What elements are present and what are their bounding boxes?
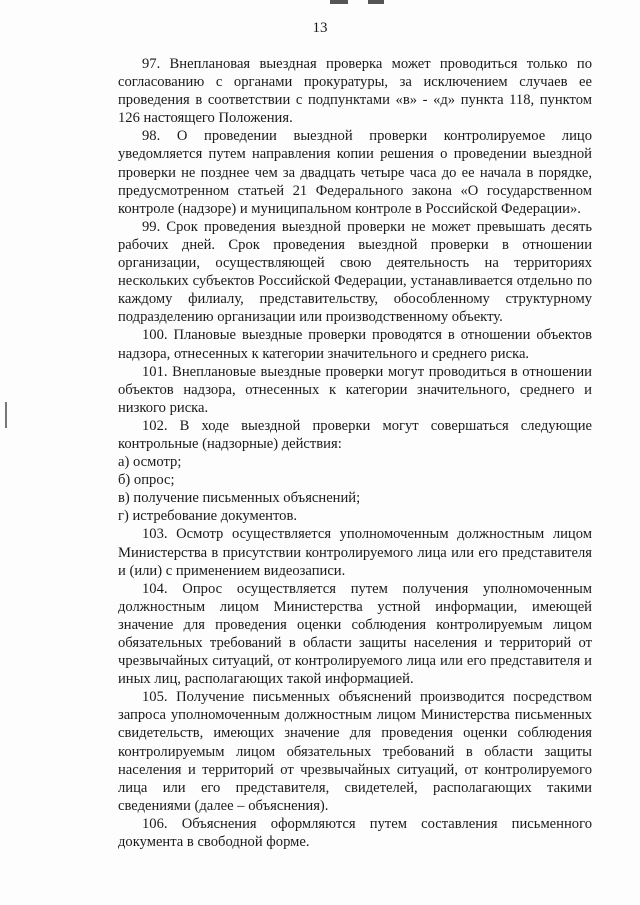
- page-number: 13: [312, 20, 328, 36]
- paragraph-103: 103. Осмотр осуществляется уполномоченным должностным лицом Министерства в присутствии контролируемого лица или его представителя и (или) с применением видеозаписи.: [118, 526, 592, 579]
- paragraph-106: 106. Объяснения оформляются путем составления письменного документа в свободной форме.: [118, 815, 592, 851]
- paragraph-99: 99. Срок проведения выездной проверки не может превышать десять рабочих дней. Срок проведения выездной проверки в отношении организации, осуществляющей свою деятельность на территориях нескольких субъектов Российской Федерации, устанавливается отдельно по каждому филиалу, представительству, обособленному структурному подразделению организации или производственному объекту.: [118, 218, 592, 326]
- list-item-v: в) получение письменных объяснений;: [118, 490, 361, 507]
- paragraph-101: 101. Внеплановые выездные проверки могут проводиться в отношении объектов надзора, отнесенных к категории значительного, среднего и низкого риска.: [118, 363, 592, 416]
- paragraph-105: 105. Получение письменных объяснений производится посредством запроса уполномоченным должностным лицом Министерства письменных свидетельств, имеющих значение для проведения оценки соблюдения контролируемым лицом обязательных требований в области защиты населения и территорий от чрезвычайных ситуаций, от контролируемого лица или его представителя, свидетелей, располагающих такими сведениями (далее – объяснения).: [118, 689, 592, 814]
- scan-artifact-margin: [5, 402, 7, 428]
- list-item-b: б) опрос;: [118, 472, 175, 489]
- paragraph-100: 100. Плановые выездные проверки проводятся в отношении объектов надзора, отнесенных к категории значительного и среднего риска.: [118, 327, 592, 362]
- paragraph-102: 102. В ходе выездной проверки могут совершаться следующие контрольные (надзорные) действия:: [118, 417, 592, 452]
- list-item-a: а) осмотр;: [118, 454, 182, 471]
- paragraph-98: 98. О проведении выездной проверки контролируемое лицо уведомляется путем направления копии решения о проведении выездной проверки не позднее чем за двадцать четыре часа до ее начала в порядке, предусмотренном статьей 21 Федерального закона «О государственном контроле (надзоре) и муниципальном контроле в Российской Федерации».: [118, 128, 592, 217]
- list-item-g: г) истребование документов.: [118, 508, 298, 525]
- document-body: [118, 55, 592, 851]
- paragraph-97: 97. Внеплановая выездная проверка может проводиться только по согласованию с органами прокуратуры, за исключением случаев ее проведения в соответствии с подпунктами «в» - «д» пункта 118, пунктом 126 настоящего Положения.: [118, 56, 592, 127]
- scan-artifact-top: [330, 0, 390, 6]
- paragraph-104: 104. Опрос осуществляется путем получения уполномоченным должностным лицом Министерства устной информации, имеющей значение для проведения оценки соблюдения контролируемым лицом обязательных требований в области защиты населения и территорий от чрезвычайных ситуаций, от контролируемого лица или его представителя и иных лиц, располагающих такой информацией.: [118, 580, 592, 688]
